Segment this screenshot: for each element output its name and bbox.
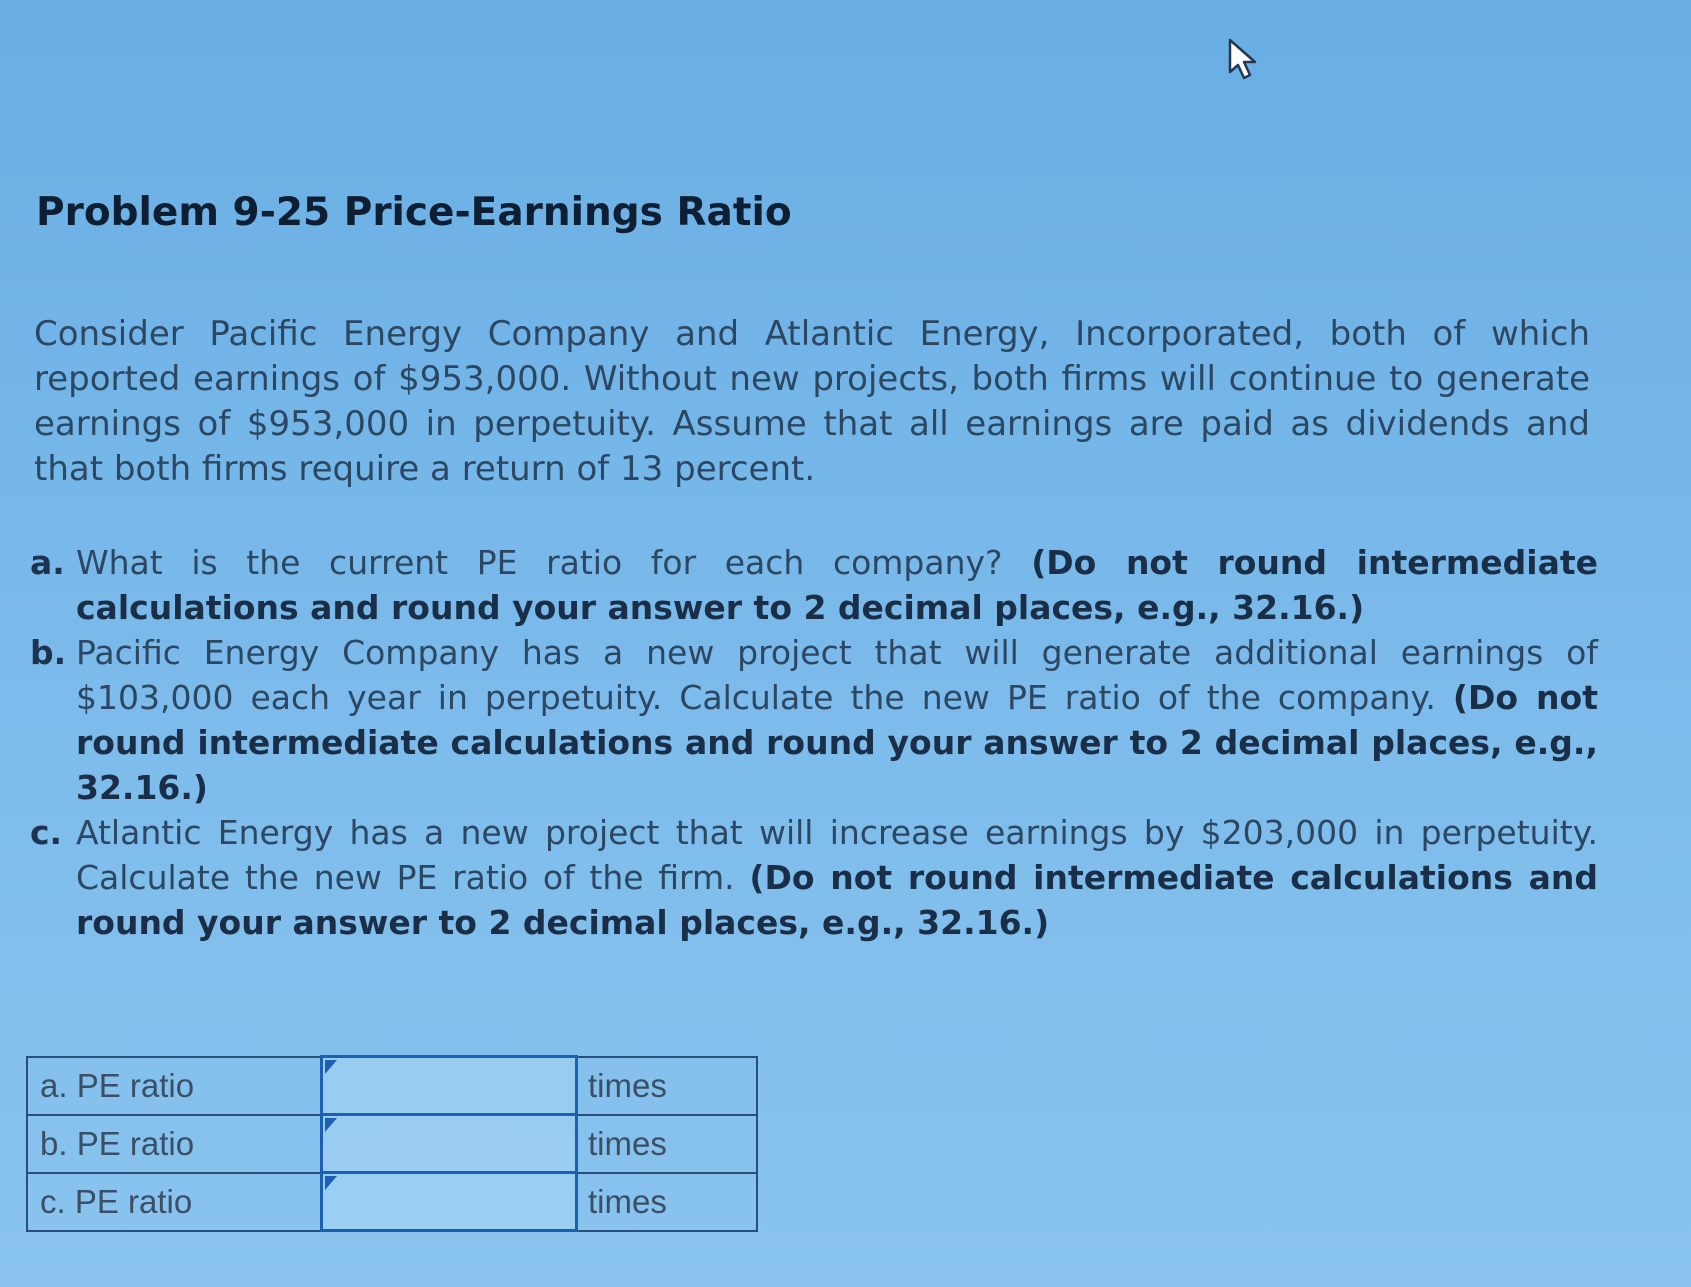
problem-intro: Consider Pacific Energy Company and Atlantic Energy, Incorporated, both of which reported earnings of $953,000. Without new projects, both firms will continue to generate earnings of $953,000 in perpetuity. Assume that all earnings are paid as dividends and that both firms require a return of 13 percent.: [34, 314, 1590, 489]
input-flag-icon: [325, 1060, 337, 1074]
answer-cell: [322, 1115, 577, 1173]
answer-label: a. PE ratio: [27, 1057, 322, 1115]
question-c: [30, 810, 1598, 945]
mouse-pointer-icon: [1226, 38, 1266, 82]
pe-ratio-b-input[interactable]: [323, 1116, 575, 1171]
question-b: [30, 630, 1598, 810]
answer-table: [26, 1055, 758, 1232]
answer-row-c: [27, 1173, 757, 1231]
problem-title: Problem 9-25 Price-Earnings Ratio: [36, 190, 792, 235]
answer-row-a: [27, 1057, 757, 1115]
question-text: Atlantic Energy has a new project that will increase earnings by $203,000 in perpetuity. Calculate the new PE ratio of the firm.: [76, 813, 1598, 897]
answer-label: b. PE ratio: [27, 1115, 322, 1173]
question-letter: a.: [30, 543, 65, 582]
question-text: What is the current PE ratio for each company?: [76, 543, 1003, 582]
answer-cell: [322, 1173, 577, 1231]
question-letter: c.: [30, 813, 63, 852]
question-hint: (Do not round intermediate calculations and round your answer to 2 decimal places, e.g., 32.16.): [76, 543, 1599, 627]
question-letter: b.: [30, 633, 67, 672]
question-text: Pacific Energy Company has a new project that will generate additional earnings of $103,000 each year in perpetuity. Calculate the new PE ratio of the company.: [76, 633, 1598, 717]
question-hint: (Do not round intermediate calculations and round your answer to 2 decimal places, e.g., 32.16.): [76, 858, 1598, 942]
answer-unit: times: [577, 1057, 758, 1115]
question-list: [30, 540, 1598, 945]
answer-cell: [322, 1057, 577, 1115]
pe-ratio-c-input[interactable]: [323, 1174, 575, 1229]
answer-row-b: [27, 1115, 757, 1173]
answer-label: c. PE ratio: [27, 1173, 322, 1231]
input-flag-icon: [325, 1176, 337, 1190]
answer-unit: times: [577, 1173, 758, 1231]
question-a: [30, 540, 1598, 630]
answer-unit: times: [577, 1115, 758, 1173]
pe-ratio-a-input[interactable]: [323, 1058, 575, 1113]
question-hint: (Do not round intermediate calculations and round your answer to 2 decimal places, e.g., 32.16.): [76, 678, 1598, 807]
input-flag-icon: [325, 1118, 337, 1132]
